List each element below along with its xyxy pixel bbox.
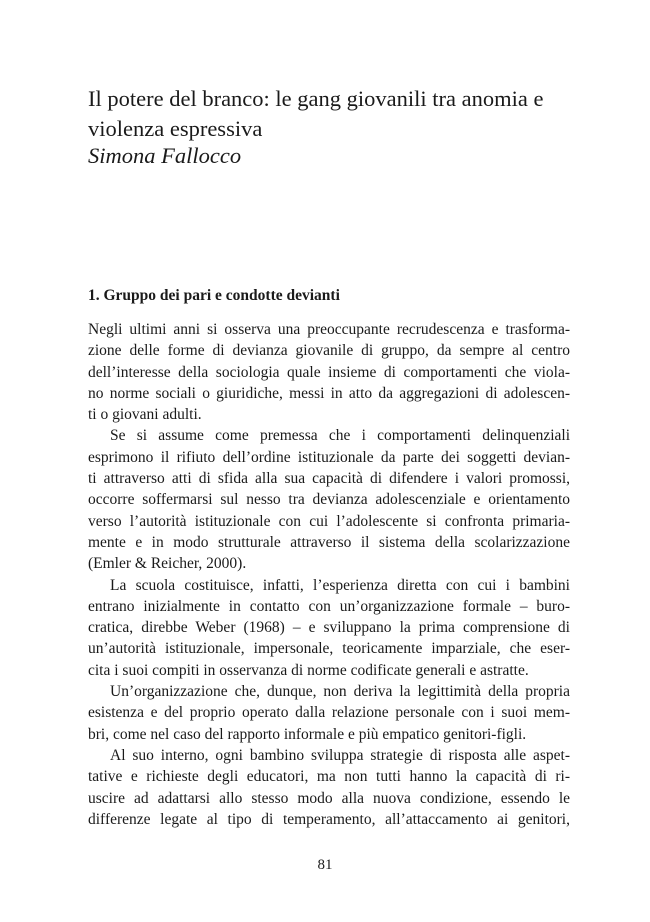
body-line: bri, come nel caso del rapporto informale e più empatico genitori-figli. [88, 725, 527, 743]
body-line: (Emler & Reicher, 2000). [88, 555, 247, 573]
body-line: uscire ad adattarsi allo stesso modo alla nuova condizione, essendo le [88, 789, 570, 807]
body-line: entrano inizialmente in contatto con un’organizzazione formale – buro- [88, 597, 570, 615]
body-line: esistenza e del proprio operato dalla relazione personale con i suoi mem- [88, 704, 570, 722]
body-line: Un’organizzazione che, dunque, non deriva la legittimità della propria [110, 683, 570, 701]
chapter-title [88, 84, 588, 144]
body-line: verso l’autorità istituzionale con cui l’adolescente si confronta primaria- [88, 512, 570, 530]
body-line: ti attraverso atti di sfida alla sua capacità di difendere i valori promossi, [88, 470, 570, 488]
body-line: cratica, direbbe Weber (1968) – e sviluppano la prima comprensione di [88, 619, 570, 637]
body-text [88, 319, 570, 830]
page-number: 81 [317, 857, 333, 873]
body-line: Se si assume come premessa che i comportamenti delinquenziali [110, 427, 570, 445]
body-line: differenze legate al tipo di temperamento, all’attaccamento ai genitori, [88, 810, 570, 828]
body-line: occorre soffermarsi sul nesso tra devianza adolescenziale e orientamento [88, 491, 570, 509]
body-line: La scuola costituisce, infatti, l’esperienza diretta con cui i bambini [110, 576, 570, 594]
chapter-author: Simona Fallocco [88, 143, 242, 168]
body-line: zione delle forme di devianza giovanile di gruppo, da sempre al centro [88, 342, 570, 360]
body-line: cita i suoi compiti in osservanza di norme codificate generali e astratte. [88, 661, 529, 679]
chapter-title-line-1: Il potere del branco: le gang giovanili tra anomia e [88, 86, 544, 111]
body-line: mente e in modo strutturale attraverso il sistema della scolarizzazione [88, 533, 570, 551]
chapter-title-line-2: violenza espressiva [88, 116, 263, 141]
body-line: un’autorità istituzionale, impersonale, teoricamente imparziale, che eser- [88, 640, 570, 658]
body-line: no norme sociali o giuridiche, messi in atto da aggregazioni di adolescen- [88, 384, 570, 402]
section-heading: 1. Gruppo dei pari e condotte devianti [88, 287, 340, 304]
body-line: ti o giovani adulti. [88, 406, 202, 424]
body-line: dell’interesse della sociologia quale insieme di comportamenti che viola- [88, 363, 570, 381]
body-line: tative e richieste degli educatori, ma non tutti hanno la capacità di ri- [88, 768, 570, 786]
body-line: Al suo interno, ogni bambino sviluppa strategie di risposta alle aspet- [110, 746, 570, 764]
body-line: Negli ultimi anni si osserva una preoccupante recrudescenza e trasforma- [88, 321, 570, 338]
body-line: esprimono il rifiuto dell’ordine istituzionale da parte dei soggetti devian- [88, 448, 570, 466]
